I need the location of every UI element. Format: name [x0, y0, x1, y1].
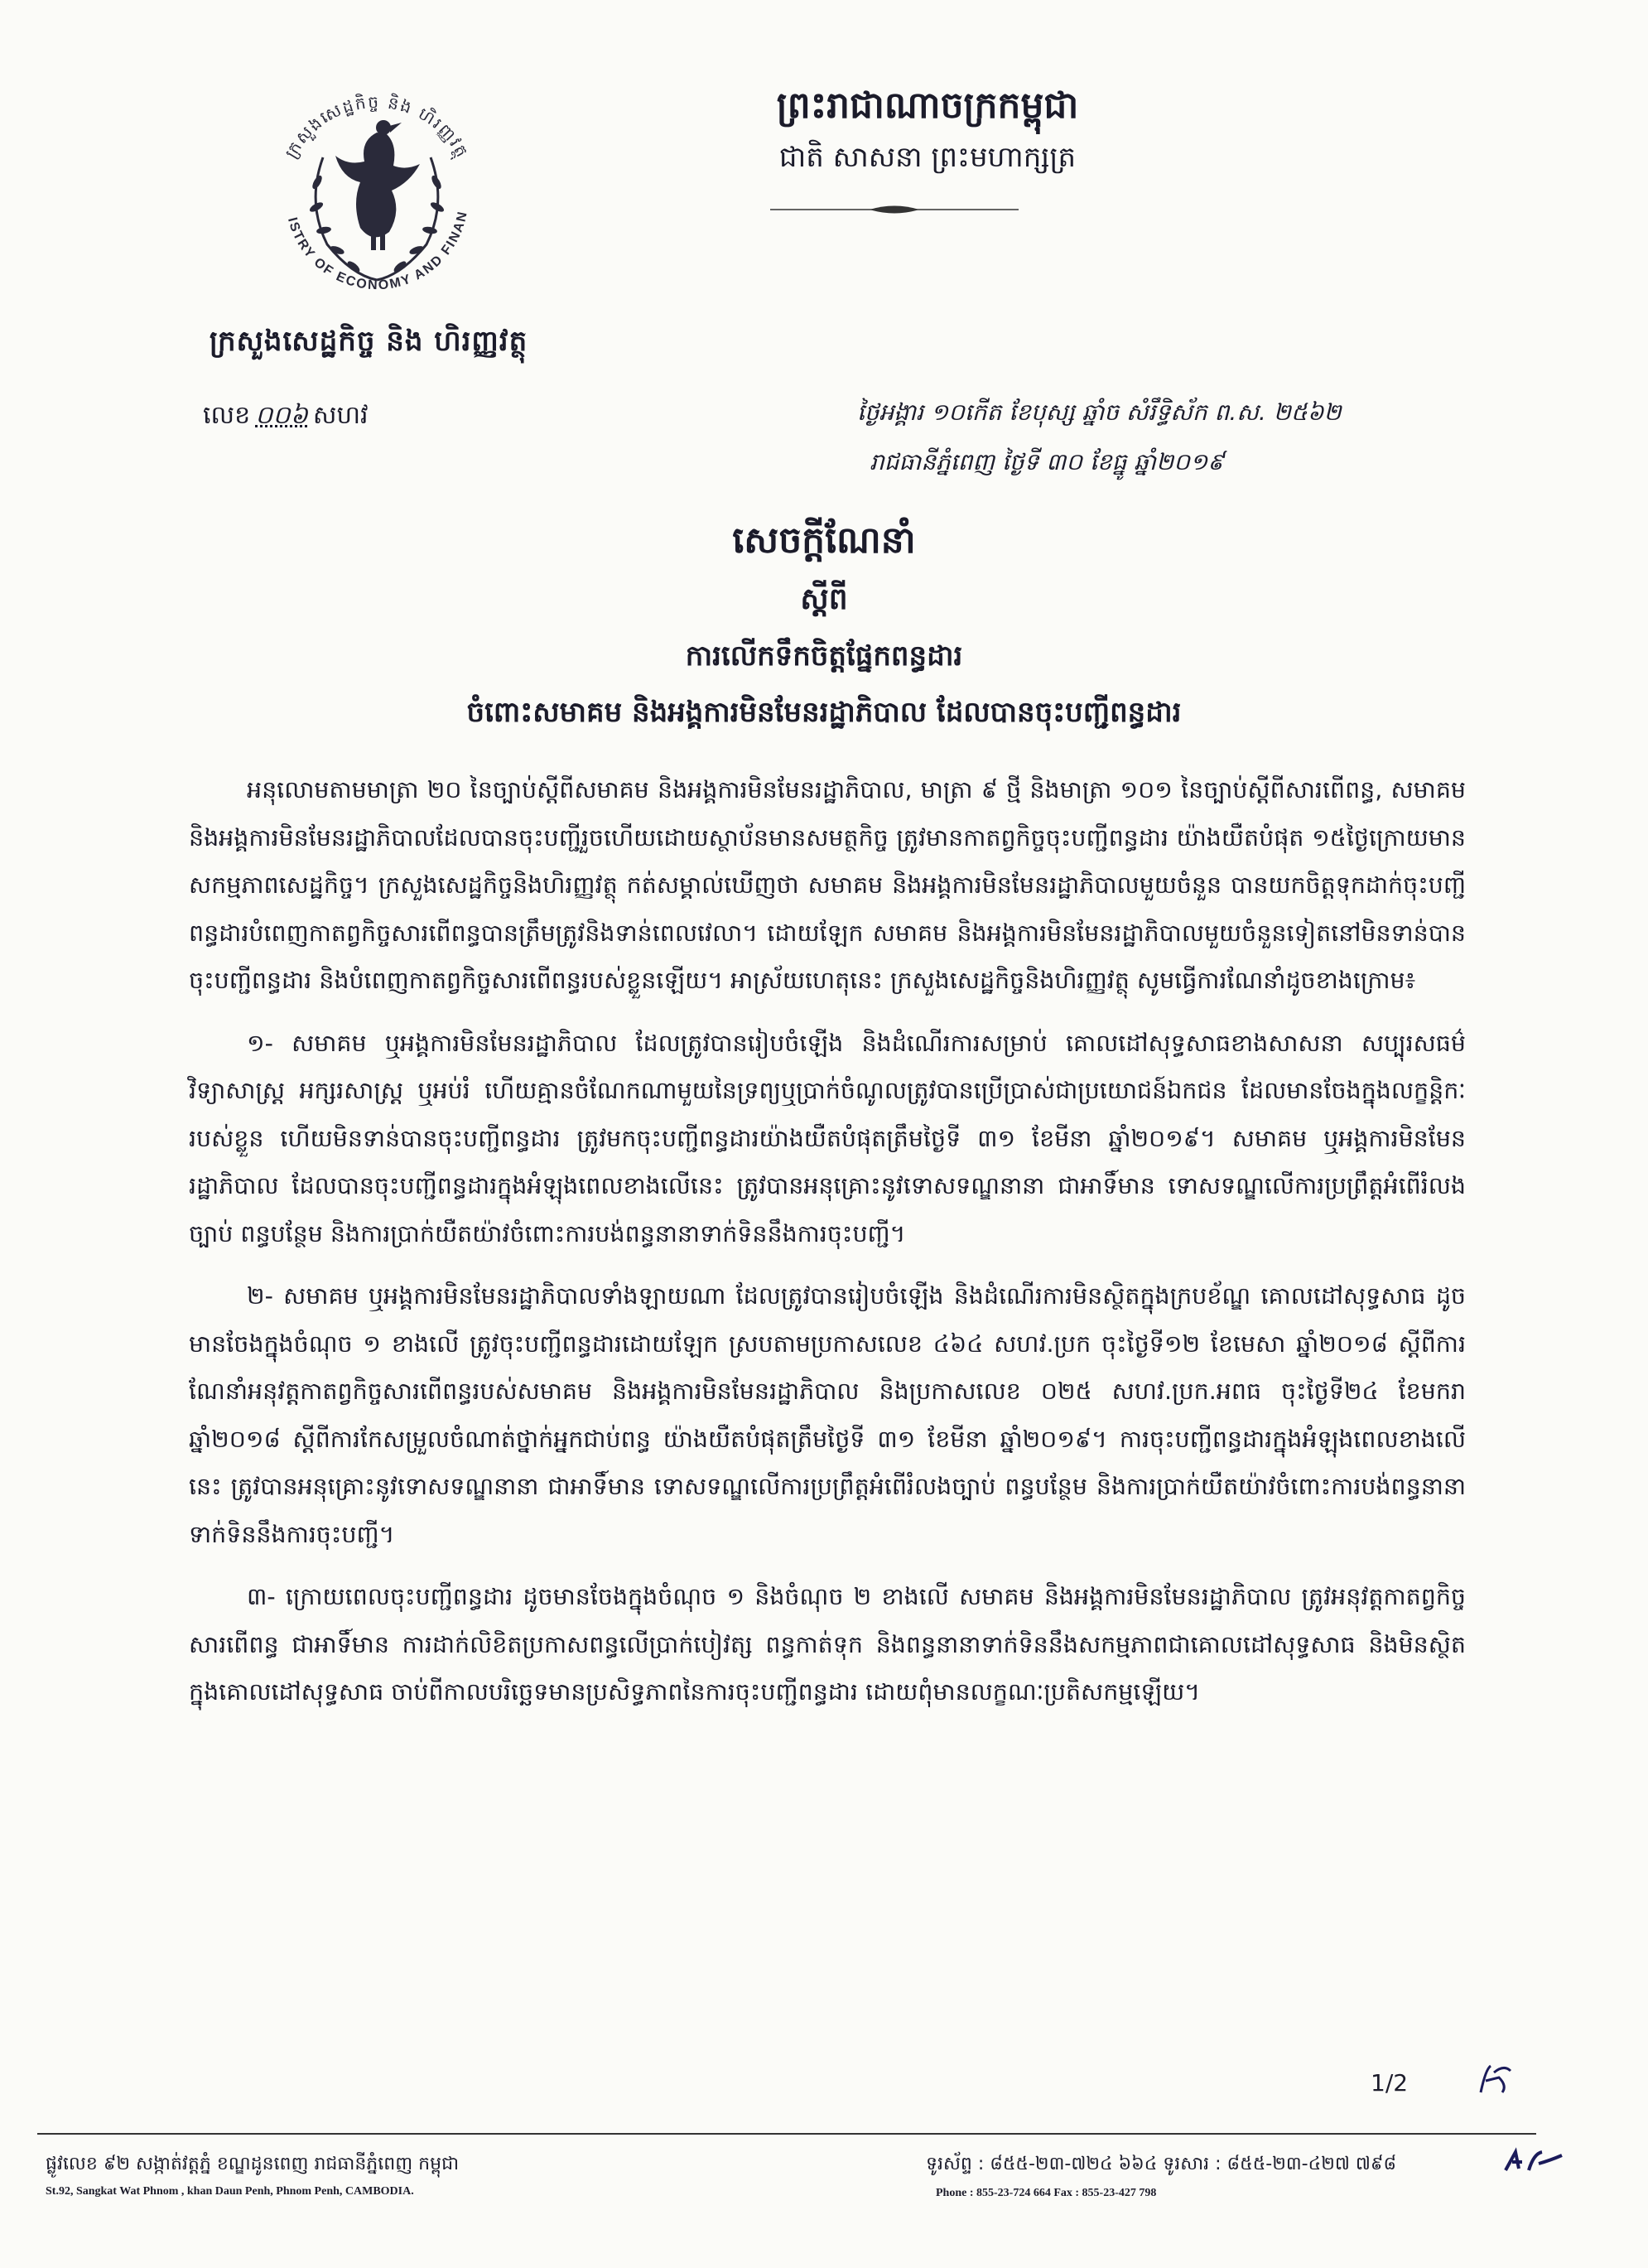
address-english: St.92, Sangkat Wat Phnom , khan Daun Penh, Phnom Penh, CAMBODIA. — [46, 2185, 414, 2198]
svg-text:ក្រសួងសេដ្ឋកិច្ច និង ហិរញ្ញវត្: ក្រសួងសេដ្ឋកិច្ច និង ហិរញ្ញវត្ថុ — [280, 91, 474, 162]
handwritten-footer-mark — [1501, 2145, 1567, 2179]
body-paragraph-point-2: ២- សមាគម ឬអង្គការមិនមែនរដ្ឋាភិបាលទាំងឡាយណា ដែលត្រូវបានរៀបចំឡើង និងដំណើរការមិនស្ថិតក្នុងក្របខ័ណ្ឌ គោលដៅសុទ្ធសាធ ដូចមានចែងក្នុងចំណុច ១ ខាងលើ ត្រូវចុះបញ្ជីពន្ធដារដោយឡែក ស្របតាមប្រកាសលេខ ៤៦៤ សហវ.ប្រក ចុះថ្ងៃទី១២ ខែមេសា ឆ្នាំ២០១៨ ស្តីពីការណែនាំអនុវត្តកាតព្វកិច្ចសារពើពន្ធរបស់សមាគម និងអង្គការមិនមែនរដ្ឋាភិបាល និងប្រកាសលេខ ០២៥ សហវ.ប្រក.អពធ ចុះថ្ងៃទី២៤ ខែមករា ឆ្នាំ២០១៨ ស្តីពីការកែសម្រួលចំណាត់ថ្នាក់អ្នកជាប់ពន្ធ យ៉ាងយឺតបំផុតត្រឹមថ្ងៃទី ៣១ ខែមីនា ឆ្នាំ២០១៩។ ការចុះបញ្ជីពន្ធដារក្នុងអំឡុងពេលខាងលើនេះ ត្រូវបានអនុគ្រោះនូវទោសទណ្ឌនានា ជាអាទិ៍មាន ទោសទណ្ឌលើការប្រព្រឹត្តអំពើរំលងច្បាប់ ពន្ធបន្ថែម និងការប្រាក់យឺតយ៉ាវចំពោះការបង់ពន្ធនានាទាក់ទិននឹងការចុះបញ្ជី។ — [189, 1282, 1466, 1548]
ref-number: ០០៦ — [255, 401, 308, 430]
page-number: 1/2 — [1371, 2069, 1409, 2097]
address-khmer: ផ្លូវលេខ ៩២ សង្កាត់វត្តភ្នំ ខណ្ឌដូនពេញ រាជធានីភ្នំពេញ កម្ពុជា — [46, 2154, 460, 2174]
ref-label: លេខ — [203, 401, 251, 430]
handwritten-initial-mark — [1474, 2061, 1514, 2097]
ornamental-divider — [770, 203, 1019, 215]
about-label: ស្តីពី — [800, 582, 848, 616]
footer-divider — [37, 2133, 1536, 2135]
body-paragraph-point-3: ៣- ក្រោយពេលចុះបញ្ជីពន្ធដារ ដូចមានចែងក្នុងចំណុច ១ និងចំណុច ២ ខាងលើ សមាគម និងអង្គការមិនមែនរដ្ឋាភិបាល ត្រូវអនុវត្តកាតព្វកិច្ចសារពើពន្ធ ជាអាទិ៍មាន ការដាក់លិខិតប្រកាសពន្ធលើប្រាក់បៀវត្ស ពន្ធកាត់ទុក និងពន្ធនានាទាក់ទិននឹងសកម្មភាពជាគោលដៅសុទ្ធសាធ និងមិនស្ថិតក្នុងគោលដៅសុទ្ធសាធ ចាប់ពីកាលបរិច្ឆេទមានប្រសិទ្ធភាពនៃការចុះបញ្ជីពន្ធដារ ដោយពុំមានលក្ខណៈប្រតិសកម្មឡើយ។ — [189, 1583, 1466, 1706]
lunar-date: ថ្ងៃអង្គារ ១០កើត ខែបុស្ស ឆ្នាំច សំរឹទ្ធិស័ក ព.ស. ២៥៦២ — [857, 398, 1342, 426]
subject-line-2: ចំពោះសមាគម និងអង្គការមិនមែនរដ្ឋាភិបាល ដែលបានចុះបញ្ជីពន្ធដារ — [466, 696, 1182, 729]
solar-date: រាជធានីភ្នំពេញ ថ្ងៃទី ៣០ ខែធ្នូ ឆ្នាំ២០១៩ — [870, 448, 1224, 475]
national-motto: ជាតិ សាសនា ព្រះមហាក្សត្រ — [778, 141, 1077, 174]
document-type: សេចក្តីណែនាំ — [732, 519, 916, 562]
reference-number — [203, 399, 501, 436]
hamsa-bird-icon — [335, 120, 420, 250]
phone-english: Phone : 855-23-724 664 Fax : 855-23-427 798 — [936, 2187, 1157, 2199]
document-body — [189, 766, 1466, 1731]
ref-suffix: សហវ — [312, 401, 369, 430]
kingdom-heading: ព្រះរាជាណាចក្រកម្ពុជា — [776, 84, 1079, 127]
ministry-seal-logo — [236, 58, 518, 331]
seal-english-text: ISTRY OF ECONOMY AND FINAN — [284, 209, 470, 293]
subject-line-1: ការលើកទឹកចិត្តផ្នែកពន្ធដារ — [685, 639, 963, 673]
body-paragraph-intro: អនុលោមតាមមាត្រា ២០ នៃច្បាប់ស្តីពីសមាគម និងអង្គការមិនមែនរដ្ឋាភិបាល, មាត្រា ៩ ថ្មី និងមាត្រា ១០១ នៃច្បាប់ស្តីពីសារពើពន្ធ, សមាគម និងអង្គការមិនមែនរដ្ឋាភិបាលដែលបានចុះបញ្ជីរួចហើយដោយស្ថាប័នមានសមត្ថកិច្ច ត្រូវមានកាតព្វកិច្ចចុះបញ្ជីពន្ធដារ យ៉ាងយឺតបំផុត ១៥ថ្ងៃក្រោយមានសកម្មភាពសេដ្ឋកិច្ច។ ក្រសួងសេដ្ឋកិច្ចនិងហិរញ្ញវត្ថុ កត់សម្គាល់ឃើញថា សមាគម និងអង្គការមិនមែនរដ្ឋាភិបាលមួយចំនួន បានយកចិត្តទុកដាក់ចុះបញ្ជីពន្ធដារបំពេញកាតព្វកិច្ចសារពើពន្ធបានត្រឹមត្រូវនិងទាន់ពេលវេលា។ ដោយឡែក សមាគម និងអង្គការមិនមែនរដ្ឋាភិបាលមួយចំនួនទៀតនៅមិនទាន់បានចុះបញ្ជីពន្ធដារ និងបំពេញកាតព្វកិច្ចសារពើពន្ធរបស់ខ្លួនឡើយ។ អាស្រ័យហេតុនេះ ក្រសួងសេដ្ឋកិច្ចនិងហិរញ្ញវត្ថុ សូមធ្វើការណែនាំដូចខាងក្រោម៖ — [189, 776, 1466, 994]
phone-khmer: ទូរស័ព្ទ : ៨៥៥-២៣-៧២៤ ៦៦៤ ទូរសារ : ៨៥៥-២៣-៤២៧ ៧៩៨ — [926, 2154, 1397, 2174]
ministry-name: ក្រសួងសេដ្ឋកិច្ច និង ហិរញ្ញវត្ថុ — [209, 325, 528, 358]
body-paragraph-point-1: ១- សមាគម ឬអង្គការមិនមែនរដ្ឋាភិបាល ដែលត្រូវបានរៀបចំឡើង និងដំណើរការសម្រាប់ គោលដៅសុទ្ធសាធខាងសាសនា សប្បុរសធម៌ វិទ្យាសាស្ត្រ អក្សរសាស្ត្រ ឬអប់រំ ហើយគ្មានចំណែកណាមួយនៃទ្រព្យឬប្រាក់ចំណូលត្រូវបានប្រើប្រាស់ជាប្រយោជន៍ឯកជន ដែលមានចែងក្នុងលក្ខន្តិកៈរបស់ខ្លួន ហើយមិនទាន់បានចុះបញ្ជីពន្ធដារ ត្រូវមកចុះបញ្ជីពន្ធដារយ៉ាងយឺតបំផុតត្រឹមថ្ងៃទី ៣១ ខែមីនា ឆ្នាំ២០១៩។ សមាគម ឬអង្គការមិនមែនរដ្ឋាភិបាល ដែលបានចុះបញ្ជីពន្ធដារក្នុងអំឡុងពេលខាងលើនេះ ត្រូវបានអនុគ្រោះនូវទោសទណ្ឌនានា ជាអាទិ៍មាន ទោសទណ្ឌលើការប្រព្រឹត្តអំពើរំលងច្បាប់ ពន្ធបន្ថែម និងការប្រាក់យឺតយ៉ាវចំពោះការបង់ពន្ធនានាទាក់ទិននឹងការចុះបញ្ជី។ — [189, 1029, 1466, 1247]
